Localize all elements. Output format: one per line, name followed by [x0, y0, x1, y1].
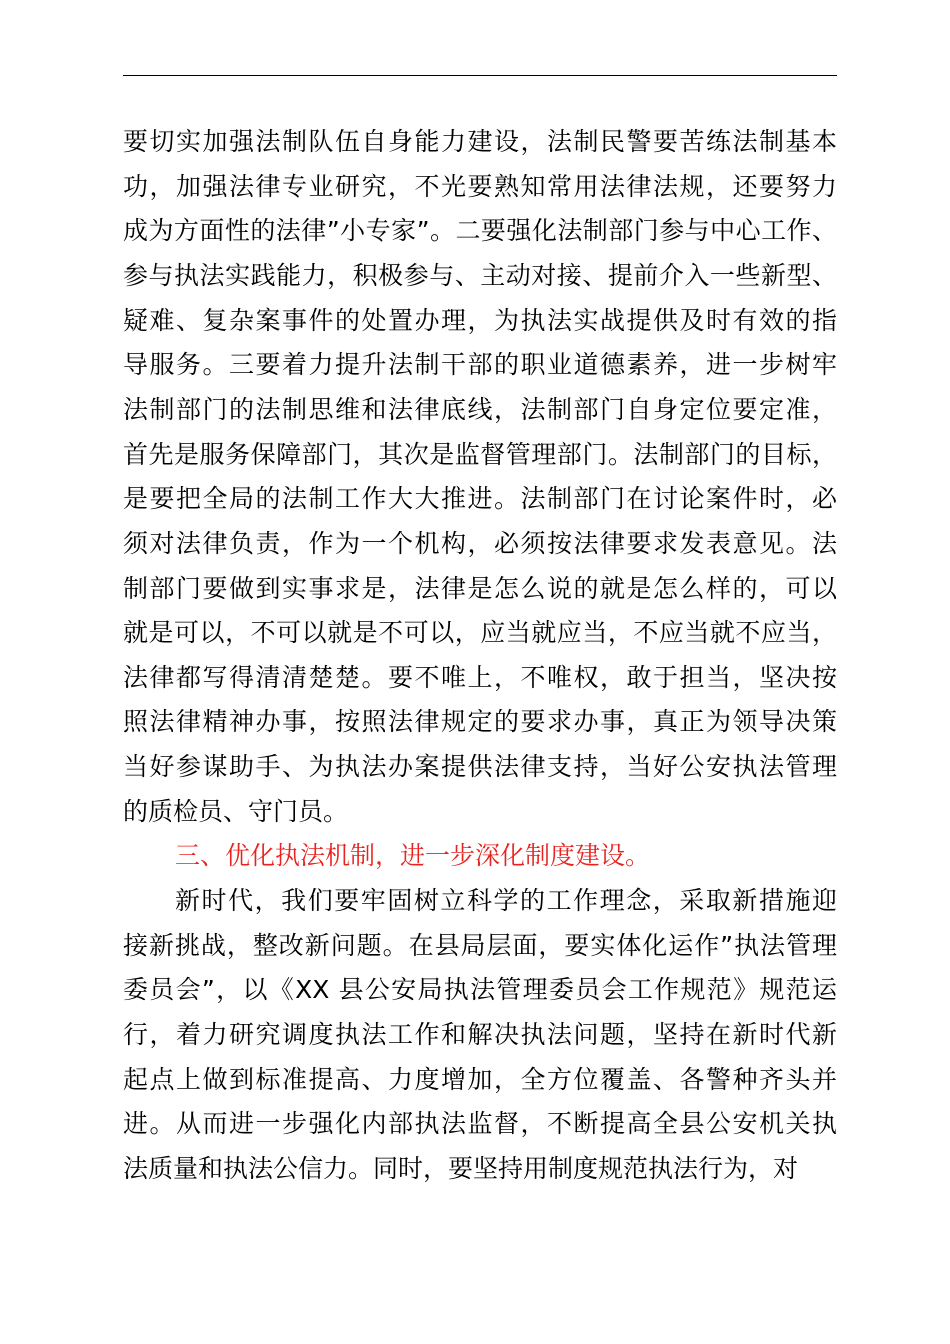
paragraph-line: 接新挑战，整改新问题。在县局层面，要实体化运作”执法管理 — [123, 930, 837, 960]
paragraph-line: 法质量和执法公信力。同时，要坚持用制度规范执法行为，对 — [123, 1153, 799, 1183]
paragraph-line: 功，加强法律专业研究，不光要熟知常用法律法规，还要努力 — [123, 171, 837, 201]
paragraph-line: 新时代，我们要牢固树立科学的工作理念，采取新措施迎 — [175, 886, 837, 916]
paragraph-line: 法制部门的法制思维和法律底线，法制部门自身定位要定准， — [123, 394, 837, 424]
paragraph-line: 起点上做到标准提高、力度增加，全方位覆盖、各警种齐头并 — [123, 1064, 837, 1094]
paragraph-line: 是要把全局的法制工作大大推进。法制部门在讨论案件时，必 — [123, 484, 837, 514]
paragraph-line: 参与执法实践能力，积极参与、主动对接、提前介入一些新型、 — [123, 260, 837, 290]
paragraph-line: 行，着力研究调度执法工作和解决执法问题，坚持在新时代新 — [123, 1020, 837, 1049]
paragraph-line: 疑难、复杂案事件的处置办理，为执法实战提供及时有效的指 — [123, 305, 837, 335]
paragraph-line: 须对法律负责，作为一个机构，必须按法律要求发表意见。法 — [123, 528, 837, 558]
section-heading: 三、优化执法机制，进一步深化制度建设。 — [175, 841, 651, 871]
header-rule — [123, 75, 837, 76]
paragraph-line: 导服务。三要着力提升法制干部的职业道德素养，进一步树牢 — [123, 350, 837, 380]
paragraph-line: 照法律精神办事，按照法律规定的要求办事，真正为领导决策 — [123, 707, 837, 737]
paragraph-line: 进。从而进一步强化内部执法监督，不断提高全县公安机关执 — [123, 1109, 837, 1139]
paragraph-line: 首先是服务保障部门，其次是监督管理部门。法制部门的目标， — [123, 439, 837, 469]
paragraph-line: 委员会”，以《XX 县公安局执法管理委员会工作规范》规范运 — [123, 975, 837, 1005]
paragraph-line: 要切实加强法制队伍自身能力建设，法制民警要苦练法制基本 — [123, 127, 837, 156]
paragraph-line: 当好参谋助手、为执法办案提供法律支持，当好公安执法管理 — [123, 752, 837, 782]
paragraph-line: 就是可以，不可以就是不可以，应当就应当，不应当就不应当， — [123, 618, 837, 648]
paragraph-line: 制部门要做到实事求是，法律是怎么说的就是怎么样的，可以 — [123, 573, 837, 603]
paragraph-line: 成为方面性的法律”小专家”。二要强化法制部门参与中心工作、 — [123, 216, 837, 246]
paragraph-line: 法律都写得清清楚楚。要不唯上，不唯权，敢于担当，坚决按 — [123, 662, 837, 692]
paragraph-line: 的质检员、守门员。 — [123, 796, 349, 826]
